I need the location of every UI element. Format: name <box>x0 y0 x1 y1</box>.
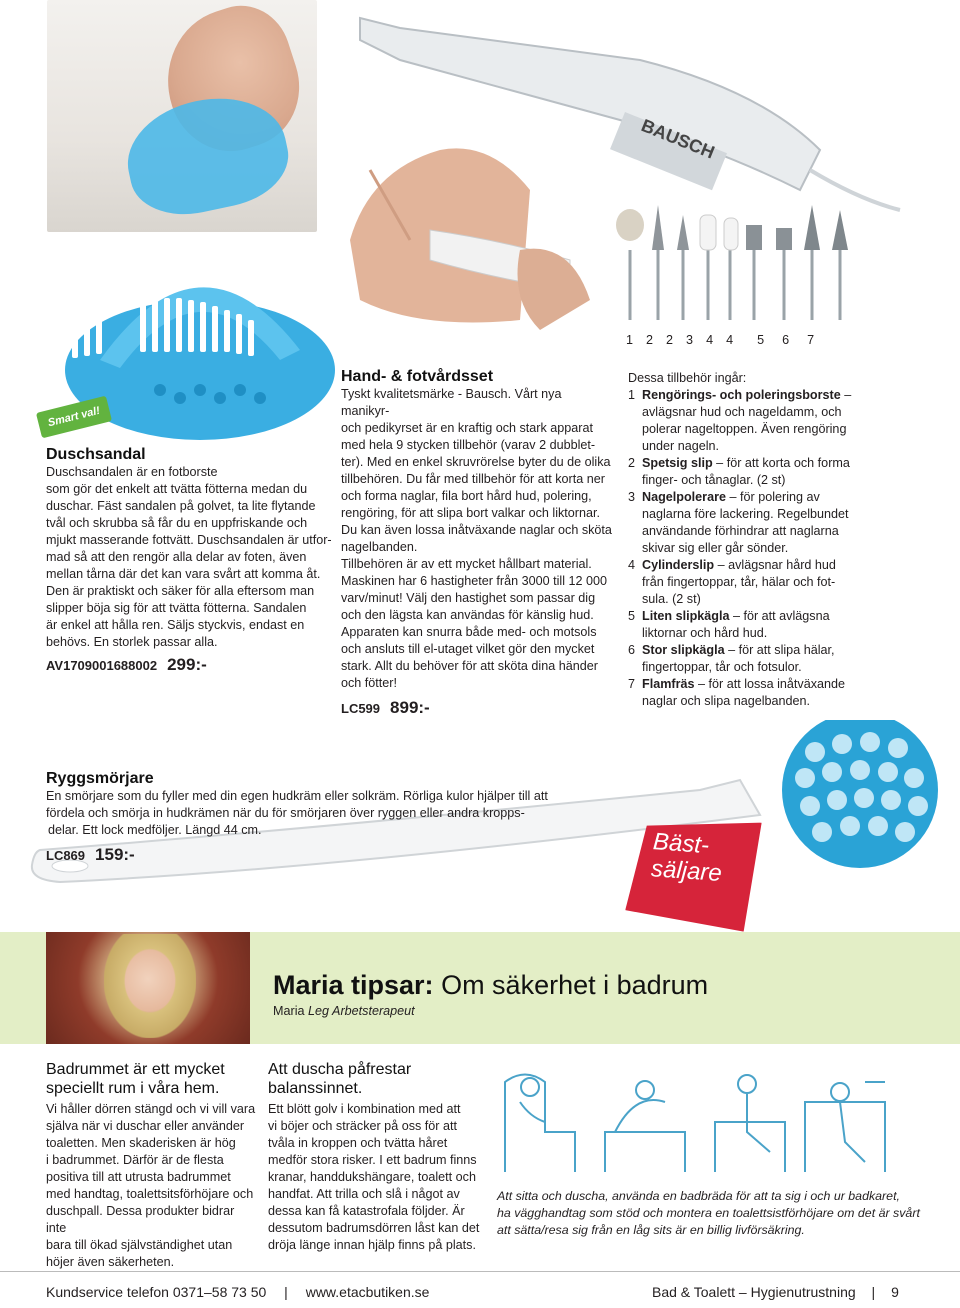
accessory-item-text <box>642 455 850 489</box>
text-line: själva när vi duschar eller använder <box>46 1119 245 1133</box>
accessory-item-text <box>642 608 830 642</box>
accessory-item-continuation: naglar och slipa nagelbanden. <box>642 694 811 708</box>
accessory-number: 3 <box>686 333 694 347</box>
accessory-item-rest: – <box>840 388 852 402</box>
text-line: med hela 9 stycken tillbehör (varav 2 dubblet- <box>341 438 596 452</box>
accessory-item-rest: – för att avlägsna <box>729 609 830 623</box>
accessory-item-name: Flamfräs <box>642 677 695 691</box>
scrubber-description <box>46 788 566 839</box>
footer-left <box>46 1284 429 1300</box>
tips-column-2 <box>268 1060 483 1254</box>
bestseller-label: Bäst- säljare <box>650 828 723 888</box>
accessory-item-number: 5 <box>628 609 636 623</box>
accessory-item-rest: – för att korta och forma <box>712 456 850 470</box>
text-line: fördela och smörja in hudkrämen när du för smörjaren över ryggen eller andra kropps- <box>46 806 525 820</box>
accessory-item-rest: – för att slipa hälar, <box>724 643 835 657</box>
sandal-title: Duschsandal <box>46 446 146 463</box>
text-line: som gör det enkelt att tvätta fötterna medan du <box>46 482 308 496</box>
foot-sandal-photo <box>47 0 317 232</box>
text-line: duschar. Fäst sandalen på golvet, ta lite flytande <box>46 499 316 513</box>
price: 159:- <box>95 845 135 864</box>
footer-separator: | <box>284 1284 288 1300</box>
scrubber-section <box>46 770 566 865</box>
byline-role: Leg Arbetsterapeut <box>308 1004 415 1018</box>
manicure-description <box>341 386 613 692</box>
accessory-number: 2 <box>666 333 674 347</box>
text-line: bara till ökad självständighet utan <box>46 1238 233 1252</box>
accessory-item-first-line <box>642 676 845 693</box>
accessory-item-name: Cylinderslip <box>642 558 715 572</box>
text-line: är enkel att hålla ren. Säljs styckvis, endast en <box>46 618 305 632</box>
sandal-price-row <box>46 655 336 675</box>
tips-heading <box>273 970 933 1001</box>
text-line: Maskinen har 6 hastigheter från 3000 till 12 000 <box>341 574 608 588</box>
text-line: Duschsandalen är en fotborste <box>46 465 218 479</box>
accessory-item-continuation: under nageln. <box>642 439 720 453</box>
text-line: med handtag, toalettsitsförhöjare och <box>46 1187 254 1201</box>
text-line: rengöring, för att slipa bort valkar och liktornar. <box>341 506 600 520</box>
scrubber-price-row <box>46 845 566 865</box>
text-line: och den lägsta kan användas för känslig hud. <box>341 608 594 622</box>
accessory-item-name: Nagelpolerare <box>642 490 726 504</box>
accessory-item-continuation: användande förhindrar att naglarna <box>642 524 839 538</box>
accessory-item-continuation: skivar sig eller går sönder. <box>642 541 789 555</box>
accessory-item-first-line <box>642 489 849 506</box>
accessory-item <box>628 387 928 455</box>
manicure-section <box>341 368 613 718</box>
accessory-item-first-line <box>642 608 830 625</box>
accessory-item-number: 6 <box>628 643 636 657</box>
text-line: höjer även säkerheten. <box>46 1255 175 1269</box>
tips-heading-bold: Maria tipsar: <box>273 970 434 1000</box>
accessory-number-row <box>626 333 827 347</box>
tips-byline <box>273 1004 933 1018</box>
accessory-item-rest: – för att lossa inåtväxande <box>694 677 846 691</box>
col2-heading <box>268 1060 483 1098</box>
accessory-item-name: Stor slipkägla <box>642 643 725 657</box>
text-line: i badrummet. Därför är de flesta <box>46 1153 224 1167</box>
text-line: behövs. En storlek passar alla. <box>46 635 218 649</box>
article-number: LC599 <box>341 701 381 716</box>
text-line: slipper böja sig för att tvätta fötterna. Sandalen <box>46 601 307 615</box>
accessory-item-number: 2 <box>628 456 636 470</box>
accessory-item-text <box>642 642 835 676</box>
text-line: duschpall. Dessa produkter bidrar inte <box>46 1204 235 1235</box>
accessory-item-first-line <box>642 387 851 404</box>
accessory-item-number: 4 <box>628 558 636 572</box>
accessory-number: 2 <box>646 333 654 347</box>
manicure-price-row <box>341 698 613 718</box>
text-line: ter). Med en enkel skruvrörelse byter du de olika <box>341 455 611 469</box>
bausch-device-photo <box>340 0 960 340</box>
accessory-item-number: 3 <box>628 490 636 504</box>
accessory-item-first-line <box>642 557 836 574</box>
text-line: tillbehören. Du får med tillbehör för att korta ner <box>341 472 605 486</box>
text-line: dessa kan få katastrofala följder. Är <box>268 1204 465 1218</box>
text-line: Du kan även lossa inåtväxande naglar och sköta <box>341 523 612 537</box>
tips-column-1 <box>46 1060 256 1271</box>
text-line: Den är praktiskt och säker för alla eftersom man <box>46 584 315 598</box>
col1-heading <box>46 1060 256 1098</box>
accessory-item-name: Spetsig slip <box>642 456 713 470</box>
text-line: vi böjer och sträcker på oss för att <box>268 1119 457 1133</box>
footer-divider <box>0 1271 960 1272</box>
accessory-number: 4 <box>706 333 714 347</box>
accessory-item-continuation: fingertoppar, tår och fotsulor. <box>642 660 802 674</box>
text-line: En smörjare som du fyller med din egen hudkräm eller solkräm. Rörliga kulor hjälper till att <box>46 789 548 803</box>
text-line: Vi håller dörren stängd och vi vill vara <box>46 1102 256 1116</box>
caption-line: Att sitta och duscha, använda en badbräda för att ta sig i och ur badkaret, <box>497 1189 900 1203</box>
accessory-number: 4 <box>726 333 734 347</box>
text-line: toaletten. Men skaderisken är hög <box>46 1136 236 1150</box>
sandal-section <box>46 446 336 675</box>
accessory-number: 5 <box>757 333 765 347</box>
accessory-item <box>628 642 928 676</box>
price: 899:- <box>390 698 430 717</box>
text-line: och fötter! <box>341 676 398 690</box>
text-line: mad så att den rengör alla delar av foten, även <box>46 550 307 564</box>
text-line: medför stora risker. I ett badrum finns <box>268 1153 477 1167</box>
accessories-heading: Dessa tillbehör ingår: <box>628 371 747 385</box>
accessory-item-continuation: naglarna före lackering. Regelbundet <box>642 507 849 521</box>
svg-text:BAUSCH: BAUSCH <box>638 115 718 163</box>
tips-heading-rest: Om säkerhet i badrum <box>433 970 709 1000</box>
website-link[interactable]: www.etacbutiken.se <box>305 1284 430 1300</box>
text-line: handfat. Att trilla och slå i något av <box>268 1187 460 1201</box>
accessory-item-first-line <box>642 455 850 472</box>
accessory-item <box>628 489 928 557</box>
text-line: varv/minut! Välj den hastighet som passar dig <box>341 591 596 605</box>
sandal-description <box>46 464 336 651</box>
accessories-section <box>628 370 928 710</box>
text-line: delar. Ett lock medföljer. Längd 44 cm. <box>48 823 262 837</box>
customer-service-phone: Kundservice telefon 0371–58 73 50 <box>46 1284 267 1300</box>
col1-text <box>46 1101 256 1271</box>
accessory-item-name: Rengörings- och poleringsborste <box>642 388 841 402</box>
accessory-item-rest: – för polering av <box>726 490 820 504</box>
accessory-number: 7 <box>807 333 815 347</box>
section-name: Bad & Toalett – Hygienutrustning <box>652 1284 856 1300</box>
accessory-item-text <box>642 387 851 455</box>
heading-line: balanssinnet. <box>268 1080 363 1097</box>
accessory-item-continuation: från fingertoppar, tår, hälar och fot- <box>642 575 836 589</box>
accessory-item-text <box>642 557 836 608</box>
accessory-item-continuation: polerar nageltoppen. Även rengöring <box>642 422 847 436</box>
text-line: dröja länge innan hjälp finns på plats. <box>268 1238 476 1252</box>
accessory-item-text <box>642 676 845 710</box>
text-line: tvåla in kroppen och tvätta håret <box>268 1136 448 1150</box>
article-number: LC869 <box>46 848 86 863</box>
article-number: AV1709001688002 <box>46 658 158 673</box>
page-number: 9 <box>891 1284 899 1300</box>
accessory-item-text <box>642 489 849 557</box>
accessory-item <box>628 557 928 608</box>
accessory-item-number: 7 <box>628 677 636 691</box>
accessory-item-continuation: sula. (2 st) <box>642 592 701 606</box>
accessory-item-continuation: liktornar och hård hud. <box>642 626 768 640</box>
text-line: dessutom badrumsdörren låst kan det <box>268 1221 480 1235</box>
text-line: Apparaten kan snurra både med- och motsols <box>341 625 597 639</box>
col2-text <box>268 1101 483 1254</box>
text-line: nagelbanden. <box>341 540 418 554</box>
maria-hair-shape <box>104 934 196 1038</box>
text-line: mellan tårna där det kan vara svårt att komma åt. <box>46 567 321 581</box>
tips-header <box>273 970 933 1018</box>
manicure-title: Hand- & fotvårdsset <box>341 368 494 385</box>
smart-choice-badge: Smart val! <box>36 396 112 439</box>
heading-line: speciellt rum i våra hem. <box>46 1080 220 1097</box>
accessory-item-rest: – avlägsnar hård hud <box>714 558 836 572</box>
text-line: kranar, handdukshängare, toalett och <box>268 1170 476 1184</box>
accessory-number: 6 <box>782 333 790 347</box>
caption-line: att sätta/resa sig från en låg sits är en billig livförsäkring. <box>497 1223 805 1237</box>
accessory-item <box>628 455 928 489</box>
text-line: och forma naglar, fila bort hård hud, polering, <box>341 489 592 503</box>
text-line: stark. Allt du behöver för att sköta dina händer <box>341 659 598 673</box>
text-line: Tillbehören är av ett mycket hållbart material. <box>341 557 592 571</box>
illustration-caption <box>497 1188 927 1239</box>
heading-line: Att duscha påfrestar <box>268 1061 412 1078</box>
accessory-item-first-line <box>642 642 835 659</box>
accessory-number: 1 <box>626 333 634 347</box>
accessory-item <box>628 676 928 710</box>
accessory-item-continuation: avlägsnar hud och nageldamm, och <box>642 405 842 419</box>
text-line: Tyskt kvalitetsmärke - Bausch. Vårt nya manikyr- <box>341 387 562 418</box>
price: 299:- <box>167 655 207 674</box>
heading-line: Badrummet är ett mycket <box>46 1061 225 1078</box>
accessories-list <box>628 387 928 710</box>
byline-name: Maria <box>273 1004 305 1018</box>
text-line: Ett blött golv i kombination med att <box>268 1102 461 1116</box>
accessory-item-number: 1 <box>628 388 636 402</box>
accessory-item-continuation: finger- och tånaglar. (2 st) <box>642 473 786 487</box>
text-line: och ansluts till el-utaget vilket gör den mycket <box>341 642 595 656</box>
footer-separator: | <box>871 1284 876 1300</box>
footer-right <box>652 1284 899 1300</box>
text-line: och pedikyrset är en kraftig och stark apparat <box>341 421 594 435</box>
text-line: positiva till att utrusta badrummet <box>46 1170 231 1184</box>
bathroom-safety-illustration <box>485 1062 913 1186</box>
text-line: mjukt masserande fottvätt. Duschsandalen är utfor- <box>46 533 332 547</box>
text-line: tvål och skrubba så får du en uppfriskande och <box>46 516 308 530</box>
accessory-item <box>628 608 928 642</box>
scrubber-title: Ryggsmörjare <box>46 770 154 787</box>
accessory-item-name: Liten slipkägla <box>642 609 730 623</box>
caption-line: ha vägghandtag som stöd och montera en toalettsistförhöjare om det är svårt <box>497 1206 920 1220</box>
